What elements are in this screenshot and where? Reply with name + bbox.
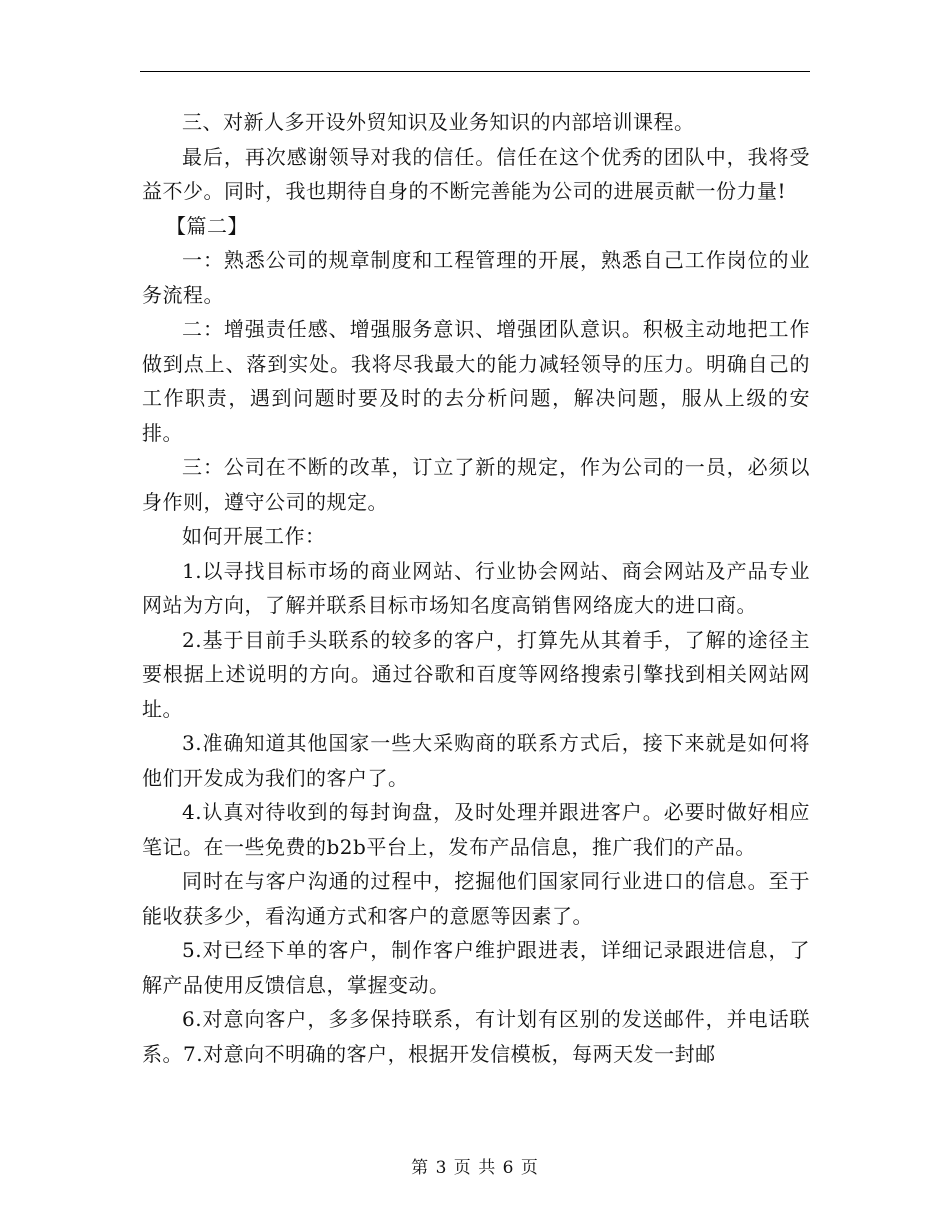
paragraph-13: 5.对已经下单的客户，制作客户维护跟进表，详细记录跟进信息，了解产品使用反馈信息，掌握变动。 (142, 938, 810, 997)
paragraph-9: 2.基于目前手头联系的较多的客户，打算先从其着手，了解的途径主要根据上述说明的方向。通过谷歌和百度等网络搜索引擎找到相关网站网址。 (142, 627, 810, 721)
paragraph-6: 三：公司在不断的改革，订立了新的规定，作为公司的一员，必须以身作则，遵守公司的规定。 (142, 455, 810, 514)
paragraph-7: 如何开展工作： (182, 524, 326, 548)
section-heading: 【篇二】 (166, 213, 248, 238)
paragraph-2: 最后，再次感谢领导对我的信任。信任在这个优秀的团队中，我将受益不少。同时，我也期待自身的不断完善能为公司的进展贡献一份力量! (142, 144, 810, 203)
page-footer: 第 3 页 共 6 页 (411, 1158, 539, 1178)
paragraph-5: 二：增强责任感、增强服务意识、增强团队意识。积极主动地把工作做到点上、落到实处。我将尽我最大的能力减轻领导的压力。明确自己的工作职责，遇到问题时要及时的去分析问题，解决问题，服从上级的安排。 (142, 317, 810, 445)
paragraph-10: 3.准确知道其他国家一些大采购商的联系方式后，接下来就是如何将他们开发成为我们的客户了。 (142, 731, 810, 790)
header-rule (140, 71, 810, 72)
paragraph-4: 一：熟悉公司的规章制度和工程管理的开展，熟悉自己工作岗位的业务流程。 (142, 248, 810, 307)
document-body (142, 105, 810, 1071)
paragraph-14: 6.对意向客户，多多保持联系，有计划有区别的发送邮件，并电话联系。7.对意向不明确的客户，根据开发信模板，每两天发一封邮 (142, 1007, 810, 1066)
paragraph-8: 1.以寻找目标市场的商业网站、行业协会网站、商会网站及产品专业网站为方向，了解并联系目标市场知名度高销售网络庞大的进口商。 (142, 558, 810, 617)
paragraph-12: 同时在与客户沟通的过程中，挖掘他们国家同行业进口的信息。至于能收获多少，看沟通方式和客户的意愿等因素了。 (142, 869, 810, 928)
paragraph-11: 4.认真对待收到的每封询盘，及时处理并跟进客户。必要时做好相应笔记。在一些免费的b2b平台上，发布产品信息，推广我们的产品。 (142, 800, 810, 859)
paragraph-1: 三、对新人多开设外贸知识及业务知识的内部培训课程。 (182, 110, 695, 134)
